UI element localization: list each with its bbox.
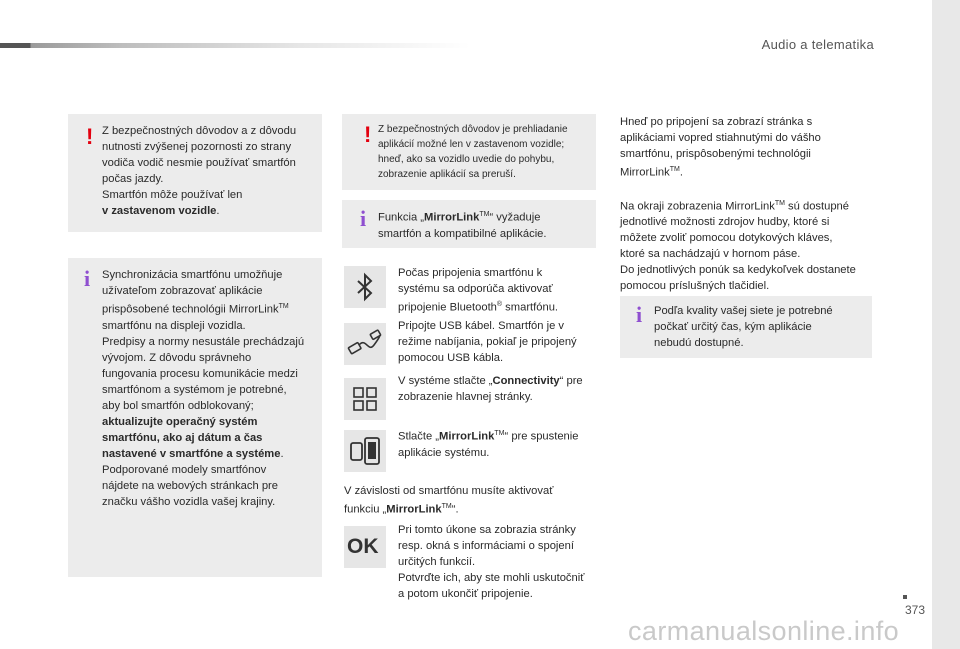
right-column-text: Hneď po pripojení sa zobrazí stránka s aplikáciami vopred stiahnutými do vášho smartfónu, prispôsobenými technológii MirrorLink™. Na okraji zobrazenia MirrorLink™ sú dostupné jednotlivé možnosti zdrojov hudby, ktoré si môžete zvoliť pomocou dotykových kláves, ktoré sa nachádzajú v hornom páse. Do jednotlivých ponúk sa kedykoľvek dostanete pomocou príslušných tlačidiel. [620, 116, 856, 293]
step-connectivity-text: V systéme stlačte „Connectivity“ pre zobrazenie hlavnej stránky. [398, 375, 583, 403]
mid-warning-box [342, 114, 596, 190]
step-bluetooth-text: Počas pripojenia smartfónu k systému sa odporúča aktivovať pripojenie Bluetooth® smartfónu. [398, 267, 559, 314]
mid-warning-text: Z bezpečnostných dôvodov je prehliadanie aplikácií možné len v zastavenom vozidle; hneď, ako sa vozidlo uvedie do pohybu, zobrazenie aplikácií sa preruší. [378, 124, 568, 180]
ok-label: OK [347, 535, 379, 558]
bluetooth-icon-box [344, 266, 386, 308]
ok-button-icon-box [344, 526, 386, 568]
mirrorlink-icon-box [344, 430, 386, 472]
bluetooth-icon [344, 266, 386, 308]
step-usb-text: Pripojte USB kábel. Smartfón je v režime nabíjania, pokiaľ je pripojený pomocou USB kábla. [398, 320, 577, 364]
info-icon: i [360, 206, 367, 231]
usb-cable-icon-box [344, 323, 386, 365]
right-info-box [620, 296, 872, 358]
page-number: 373 [905, 603, 926, 617]
left-warning-text: Z bezpečnostných dôvodov a z dôvodu nutnosti zvýšenej pozornosti zo strany vodiča vodič nesmie používať smartfón počas jazdy. Smartfón môže používať len v zastavenom vozidle. [102, 125, 297, 217]
left-info-box [68, 258, 322, 577]
mid-info-text: Funkcia „MirrorLink™“ vyžaduje smartfón a kompatibilné aplikácie. [378, 211, 547, 240]
step-ok-text: Pri tomto úkone sa zobrazia stránky resp. okná s informáciami o spojení určitých funkcií. Potvrďte ich, aby ste mohli uskutočniť a potom ukončiť pripojenie. [398, 524, 585, 600]
info-icon: i [84, 266, 91, 291]
usb-cable-icon [344, 323, 386, 365]
header-title: Audio a telematika [761, 37, 874, 52]
depending-text: V závislosti od smartfónu musíte aktivovať funkciu „MirrorLink™“. [344, 485, 554, 516]
watermark: carmanualsonline.info [628, 616, 900, 646]
left-warning-box [68, 114, 322, 232]
right-info-text: Podľa kvality vašej siete je potrebné počkať určitý čas, kým aplikácie nebudú dostupné. [654, 305, 833, 349]
left-info-text: Synchronizácia smartfónu umožňuje užívateľom zobrazovať aplikácie prispôsobené technológii MirrorLink™ smartfónu na displeji vozidla. Predpisy a normy nesustále prechádzajú vývojom. Z dôvodu správneho fungovania procesu komunikácie medzi smartfónom a systémom je potrebné, aby bol smartfón odblokovaný; aktualizujte operačný systém smartfónu, ako aj dátum a čas nastavené v smartfóne a systéme. Podporované modely smartfónov nájdete na webových stránkach pre značku vášho vozidla vašej krajiny. [102, 269, 305, 508]
connectivity-icon-box [344, 378, 386, 420]
grid-apps-icon [344, 378, 386, 420]
header-rule [0, 43, 470, 48]
info-icon: i [636, 302, 643, 327]
page-marker [903, 595, 907, 599]
mirrorlink-phones-icon [344, 430, 386, 472]
step-mirrorlink-text: Stlačte „MirrorLink™“ pre spustenie aplikácie systému. [398, 430, 579, 459]
page-side-strip [932, 0, 960, 649]
mid-info-box [342, 200, 596, 248]
warning-icon: ! [86, 124, 94, 149]
warning-icon: ! [364, 122, 372, 147]
